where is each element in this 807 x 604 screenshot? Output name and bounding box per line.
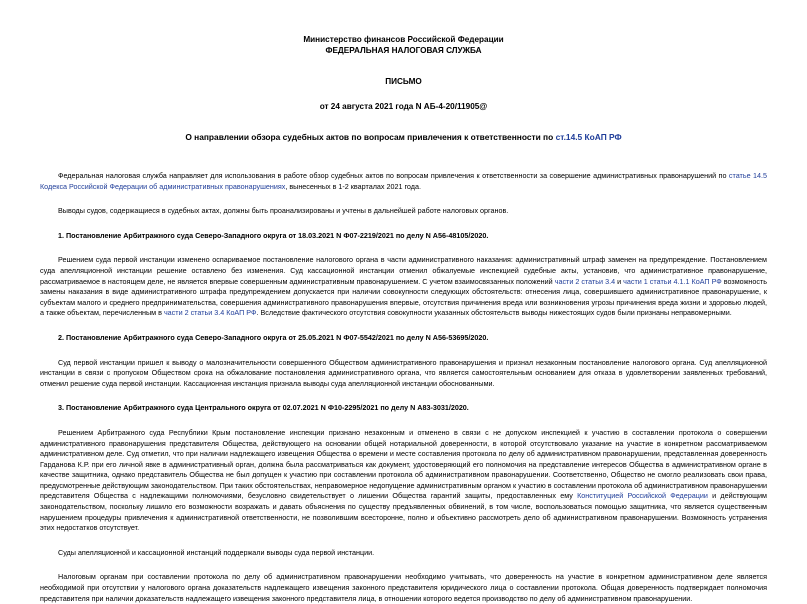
title-law-link[interactable]: ст.14.5 КоАП РФ [555,132,622,142]
case-3-appeal-note: Суды апелляционной и кассационной инстанций поддержали выводы суда первой инстанции. [58,547,375,557]
case-1-text-a: Решением суда первой инстанции изменено оспариваемое постановление налогового органа в части административного наказания: административный штраф заменен на предупреждение. Постановлением суда апелляционной инстанции решение оставлено без изменения. Суд кассационной инстанции отменил обжалуемые инспекцией судебные акты, установив, что административное правонарушение, рассматриваемое в настоящем деле, не является впервые совершенным административным правонарушением. С учетом взаимосвязанных положений [40,255,767,286]
intro-text: Федеральная налоговая служба направляет для использования в работе обзор судебных актов по вопросам привлечения к ответственности за совершение административных правонарушений по [58,171,729,180]
case-1-text-d: . Вследствие фактического отсутствия совокупности указанных обстоятельств выводы нижестоящих судов были признаны неправомерными. [256,308,732,318]
service-name: ФЕДЕРАЛЬНАЯ НАЛОГОВАЯ СЛУЖБА [325,46,482,55]
case-1-text [40,255,767,319]
case-3-text [40,428,767,534]
ministry-name: Министерство финансов Российской Федерации [303,35,504,44]
case-1-heading: 1. Постановление Арбитражного суда Северо-Западного округа от 18.03.2021 N Ф07-2219/2021 по делу N А56-48105/2020. [58,230,489,240]
case-3-recommendation: Налоговым органам при составлении протокола по делу об административном правонарушении необходимо учитывать, что доверенность на участие в конкретном административном деле является необходимой при отсутствии у налогового органа доказательств надлежащего извещения законного представителя юридического лица о составлении протокола. Общая доверенность подтверждает полномочия представителя при наличии доказательств надлежащего извещения законного представителя лица, в отношении которого ведется производство по делу об административном правонарушении. [40,572,767,603]
case-3-heading: 3. Постановление Арбитражного суда Центрального округа от 02.07.2021 N Ф10-2295/2021 по делу N А83-3031/2020. [58,403,469,413]
case-1-link-3[interactable]: части 2 статьи 3.4 КоАП РФ [163,308,257,318]
case-2-heading: 2. Постановление Арбитражного суда Северо-Западного округа от 25.05.2021 N Ф07-5542/2021 по делу N А56-53695/2020. [58,332,489,342]
document-type: ПИСЬМО [385,77,422,86]
intro-paragraph [40,171,767,192]
document-title [40,132,767,143]
intro-conclusion: Выводы судов, содержащиеся в судебных актах, должны быть проанализированы и учтены в дальнейшей работе налоговых органов. [58,206,509,216]
document-date-number: от 24 августа 2021 года N АБ-4-20/11905@ [319,102,488,111]
case-3-text-a: Решением Арбитражного суда Республики Крым постановление инспекции признано незаконным и отменено в связи с не допуском инспекцией к участию в составлении протокола о совершении административного правонарушения представителя Общества, действующего на основании общей нотариальной доверенности, в которой отсутствовало указание на участие в конкретном рассматриваемом административном деле. Суд отметил, что при наличии надлежащего извещения Общества о времени и месте составления протокола по делу об административном правонарушении, представленная доверенность Гарданова К.Р. при его личной явке в административный орган, должна была рассматриваться как документ, удостоверяющий его полномочия на представление интересов Общества в административном органе в качестве защитника, однако представитель Общества не был допущен к участию при составлении протокола об административном правонарушении. Соответственно, Общество не смогло реализовать свои права, предусмотренные действующим законодательством. При таких обстоятельствах, неправомерное недопущение административным органом к участию в составлении протокола об административном правонарушении представителя Общества с надлежащими полномочиями, безусловно свидетельствует о лишении Общества гарантий защиты, предоставленных ему [40,427,767,501]
case-1-text-b: и [615,276,624,286]
case-1-link-1[interactable]: части 2 статьи 3.4 [554,276,616,286]
law-article-link[interactable]: статье 14.5 Кодекса Российской Федерации об административных правонарушениях [40,171,767,191]
title-text: О направлении обзора судебных актов по вопросам привлечения к ответственности по [185,132,556,142]
case-1-text-c: возможность замены наказания в виде административного штрафа предупреждением допускается при наличии совокупности следующих обстоятельств: отнесения лица, совершившего административное правонарушение, к субъектам малого и среднего предпринимательства, совершения административного правонарушения впервые, отсутствия причинения вреда или возникновения угрозы причинения вреда жизни и здоровью людей, а также объектам, перечисленным в [40,276,767,318]
case-1-link-2[interactable]: части 1 статьи 4.1.1 КоАП РФ [623,276,722,286]
case-2-text: Суд первой инстанции пришел к выводу о малозначительности совершенного Обществом административного правонарушения и признал незаконным постановление налогового органа. Суд апелляционной инстанции в связи с пропуском Обществом срока на обжалование постановления административного органа, что является самостоятельным основанием для отказа в удовлетворении заявленных требований, отменил решение суда первой инстанции. Кассационная инстанция признала выводы суда апелляционной инстанции обоснованными. [40,357,767,388]
case-3-text-b: и действующим законодательством, поскольку лишило его возможности возражать и давать объяснения по существу предъявленных обвинений, в том числе, воспользоваться помощью защитника, что является существенным нарушением процедуры привлечения к административной ответственности, не позволившим всесторонне, полно и объективно рассмотреть дело об административном правонарушении. Возможность устранения этих недостатков отсутствует. [40,491,767,533]
intro-text-end: , вынесенных в 1-2 кварталах 2021 года. [285,181,421,191]
letterhead [40,34,767,56]
constitution-link[interactable]: Конституцией Российской Федерации [577,491,708,501]
